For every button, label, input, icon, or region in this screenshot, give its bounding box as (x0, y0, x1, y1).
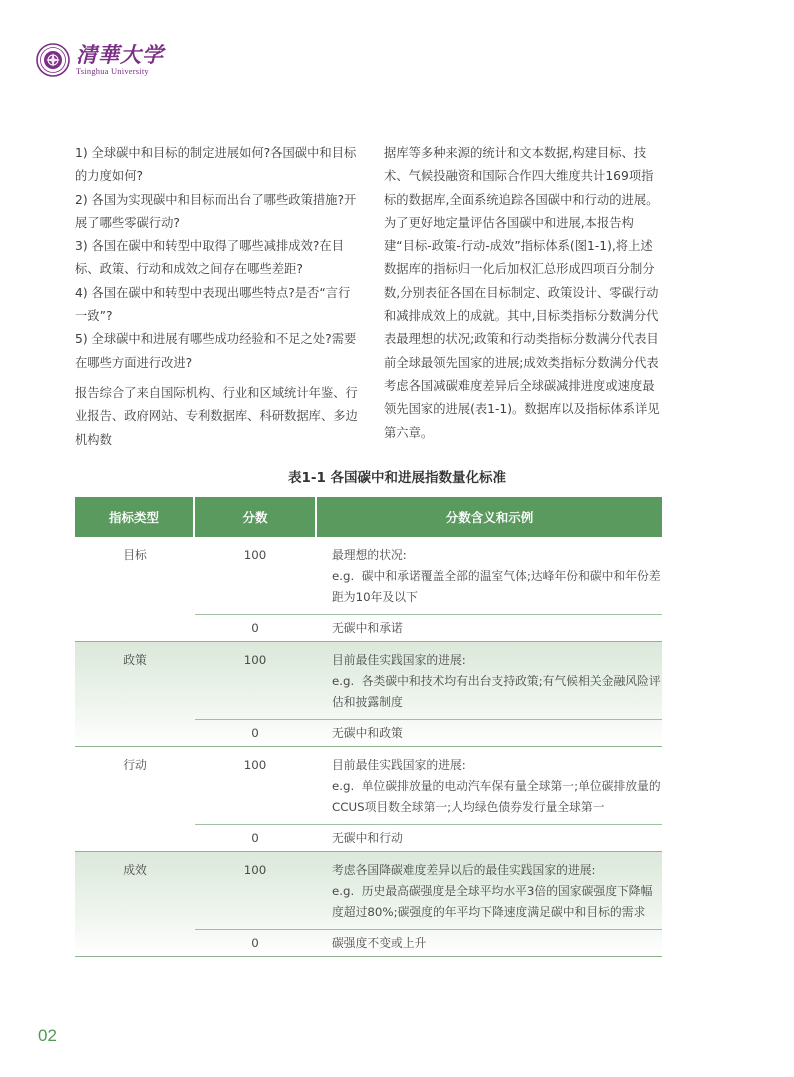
meaning-cell: 无碳中和政策 (332, 726, 403, 740)
question-1: 1) 全球碳中和目标的制定进展如何?各国碳中和目标的力度如何? (75, 146, 357, 184)
score-cell: 100 (243, 548, 267, 562)
score-cell: 0 (251, 621, 259, 635)
table-group-target (75, 537, 662, 642)
table-row (195, 719, 662, 746)
question-4: 4) 各国在碳中和转型中表现出哪些特点?是否“言行一致”? (75, 285, 351, 324)
table-title: 表1-1 各国碳中和进展指数量化标准 (287, 470, 507, 486)
table-group-action (75, 747, 662, 852)
meaning-text: 目前最佳实践国家的进展: (332, 653, 466, 667)
score-cell: 100 (243, 653, 267, 667)
example-content: 单位碳排放量的电动汽车保有量全球第一;单位碳排放量的CCUS项目数全球第一;人均绿色债券发行量全球第一 (332, 779, 661, 814)
tsinghua-seal-icon (36, 43, 70, 77)
meaning-cell (315, 755, 662, 818)
table-row (75, 537, 662, 614)
table-group-policy (75, 642, 662, 747)
eg-label: e.g. (332, 674, 355, 688)
example-text (332, 566, 662, 608)
report-sources-paragraph: 报告综合了来自国际机构、行业和区域统计年鉴、行业报告、政府网站、专利数据库、科研数据库、多边机构数 (75, 385, 358, 447)
meaning-cell (315, 860, 662, 923)
meaning-cell: 无碳中和承诺 (332, 621, 403, 635)
score-cell: 100 (243, 863, 267, 877)
table-row (75, 852, 662, 929)
eg-label: e.g. (332, 779, 355, 793)
score-cell: 0 (251, 726, 259, 740)
example-text (332, 881, 662, 923)
example-content: 历史最高碳强度是全球平均水平3倍的国家碳强度下降幅度超过80%;碳强度的年平均下降速度满足碳中和目标的需求 (332, 884, 653, 919)
table-header-row (75, 497, 662, 537)
eg-label: e.g. (332, 569, 355, 583)
page-number: 02 (38, 1026, 57, 1045)
score-standard-table (75, 497, 662, 957)
score-cell: 100 (243, 758, 267, 772)
question-3: 3) 各国在碳中和转型中取得了哪些减排成效?在目标、政策、行动和成效之间存在哪些差距? (75, 239, 344, 277)
meaning-text: 最理想的状况: (332, 548, 407, 562)
meaning-cell (315, 545, 662, 608)
eg-label: e.g. (332, 884, 355, 898)
question-5: 5) 全球碳中和进展有哪些成功经验和不足之处?需要在哪些方面进行改进? (75, 332, 357, 370)
header-score: 分数 (193, 497, 317, 537)
logo-english-name: Tsinghua University (76, 66, 149, 76)
logo-chinese-name: 清華大学 (76, 42, 164, 67)
meaning-text: 目前最佳实践国家的进展: (332, 758, 466, 772)
table-group-effect (75, 852, 662, 957)
meaning-cell: 碳强度不变或上升 (332, 936, 427, 950)
indicator-type-cell: 政策 (123, 653, 147, 667)
score-cell: 0 (251, 936, 259, 950)
header-meaning: 分数含义和示例 (445, 510, 534, 525)
table-row (195, 614, 662, 641)
indicator-type-cell: 成效 (123, 863, 147, 877)
table-row (195, 929, 662, 956)
right-text-column (384, 142, 662, 445)
meaning-cell (315, 650, 662, 713)
question-2: 2) 各国为实现碳中和目标而出台了哪些政策措施?开展了哪些零碳行动? (75, 192, 357, 230)
score-cell: 0 (251, 831, 259, 845)
example-content: 碳中和承诺覆盖全部的温室气体;达峰年份和碳中和年份差距为10年及以下 (332, 569, 661, 604)
header-indicator-type: 指标类型 (108, 510, 159, 525)
example-content: 各类碳中和技术均有出台支持政策;有气候相关金融风险评估和披露制度 (332, 674, 661, 709)
indicator-type-cell: 行动 (123, 758, 147, 772)
meaning-cell: 无碳中和行动 (332, 831, 403, 845)
left-text-column (75, 142, 360, 452)
table-row (75, 642, 662, 719)
methodology-paragraph: 据库等多种来源的统计和文本数据,构建目标、技术、气候投融资和国际合作四大维度共计169项指标的数据库,全面系统追踪各国碳中和行动的进展。为了更好地定量评估各国碳中和进展,本报告构建“目标-政策-行动-成效”指标体系(图1-1),将上述数据库的指标归一化后加权汇总形成四项百分制分数,分别表征各国在目标制定、政策设计、零碳行动和减排成效上的成就。其中,目标类指标分数满分代表最理想的状况;政策和行动类指标分数满分代表目前全球最领先国家的进展;成效类指标分数满分代表考虑各国减碳难度差异后全球碳减排进度或速度最领先国家的进展(表1-1)。数据库以及指标体系详见第六章。 (384, 146, 660, 440)
meaning-text: 考虑各国降碳难度差异以后的最佳实践国家的进展: (332, 863, 596, 877)
example-text (332, 671, 662, 713)
table-row (75, 747, 662, 824)
indicator-type-cell: 目标 (123, 548, 147, 562)
tsinghua-logo (36, 42, 164, 78)
table-row (195, 824, 662, 851)
example-text (332, 776, 662, 818)
